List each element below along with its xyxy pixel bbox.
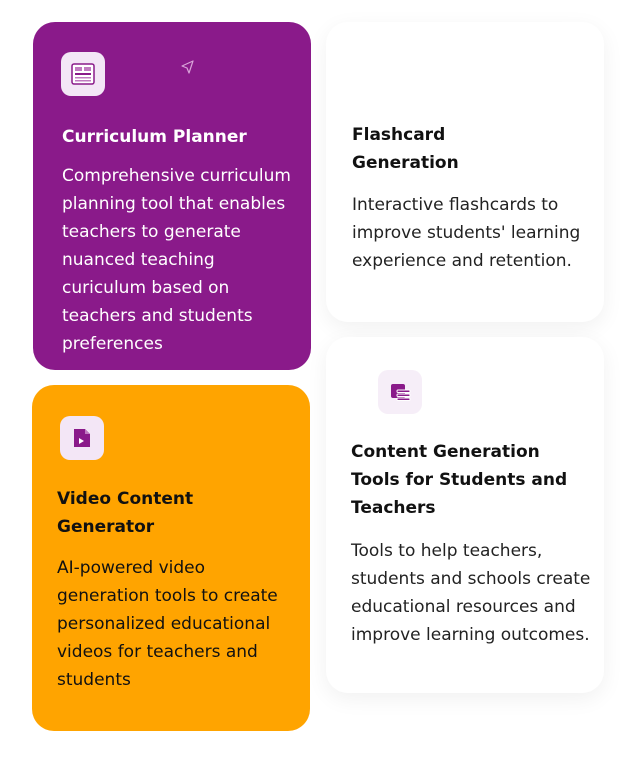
video-content-generator-card[interactable] xyxy=(32,385,310,731)
card-title: Video Content Generator xyxy=(57,489,194,537)
paper-plane-icon xyxy=(180,59,196,75)
flashcard-generation-card[interactable] xyxy=(326,22,604,322)
card-title: Flashcard Generation xyxy=(352,125,459,173)
card-title: Content Generation Tools for Students and Teachers xyxy=(351,442,568,518)
content-stack-icon xyxy=(378,370,422,414)
card-description: Interactive flashcards to improve students' learning experience and retention. xyxy=(352,195,581,271)
card-title: Curriculum Planner xyxy=(62,127,247,147)
card-description: Comprehensive curriculum planning tool that enables teachers to generate nuanced teaching curiculum based on teachers and students preferences xyxy=(62,166,291,354)
card-description: Tools to help teachers, students and schools create educational resources and improve learning outcomes. xyxy=(351,541,591,645)
content-generation-tools-card[interactable] xyxy=(326,337,604,693)
planner-icon xyxy=(61,52,105,96)
curriculum-planner-card[interactable] xyxy=(33,22,311,370)
card-description: AI-powered video generation tools to create personalized educational videos for teachers and students xyxy=(57,558,278,690)
video-icon xyxy=(60,416,104,460)
